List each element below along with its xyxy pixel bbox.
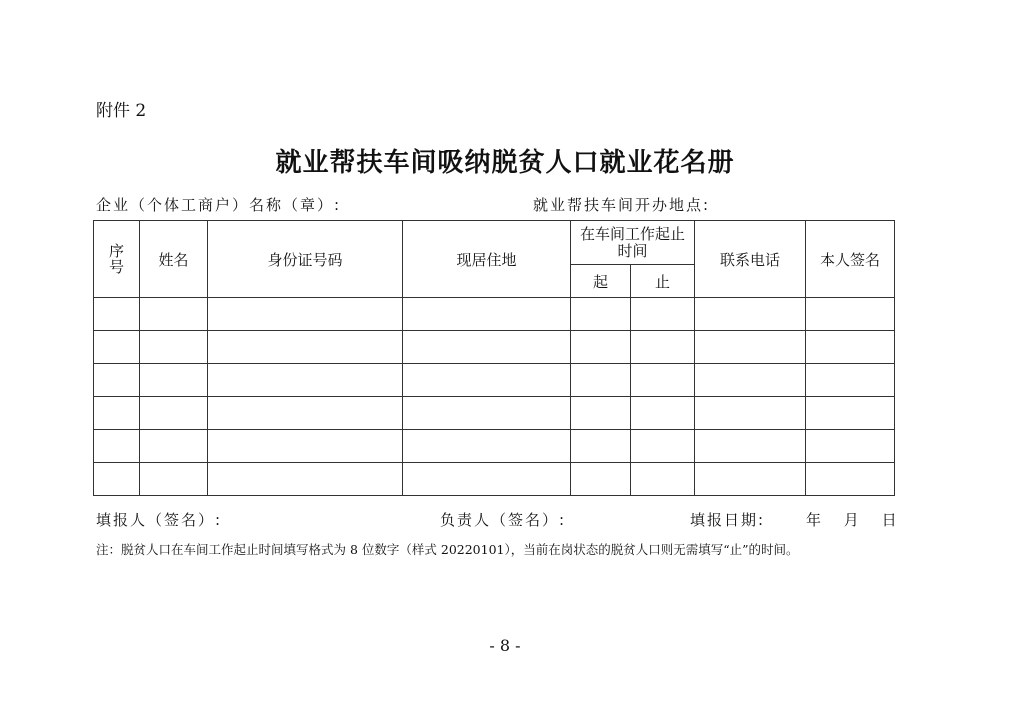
page-number: - 8 - [489, 636, 521, 655]
table-cell[interactable] [571, 364, 631, 397]
month-label: 月 [843, 511, 861, 529]
table-cell[interactable] [94, 364, 140, 397]
table-cell[interactable] [806, 331, 895, 364]
table-cell[interactable] [403, 397, 571, 430]
table-cell[interactable] [208, 397, 403, 430]
header-id-number: 身份证号码 [208, 221, 403, 298]
table-cell[interactable] [806, 364, 895, 397]
table-cell[interactable] [571, 463, 631, 496]
table-cell[interactable] [631, 364, 695, 397]
header-work-period: 在车间工作起止时间 [571, 221, 695, 265]
table-cell[interactable] [695, 331, 806, 364]
table-body [94, 298, 895, 496]
table-cell[interactable] [631, 298, 695, 331]
table-cell[interactable] [94, 331, 140, 364]
header-seq: 序号 [94, 221, 140, 298]
table-cell[interactable] [140, 364, 208, 397]
table-cell[interactable] [806, 298, 895, 331]
table-cell[interactable] [94, 397, 140, 430]
header-address: 现居住地 [403, 221, 571, 298]
header-signature: 本人签名 [806, 221, 895, 298]
table-cell[interactable] [208, 364, 403, 397]
table-cell[interactable] [695, 397, 806, 430]
workshop-location-label: 就业帮扶车间开办地点: [533, 196, 711, 214]
header-start: 起 [571, 265, 631, 298]
table-cell[interactable] [140, 298, 208, 331]
table-cell[interactable] [403, 331, 571, 364]
report-date-label: 填报日期: [690, 511, 766, 529]
table-cell[interactable] [94, 298, 140, 331]
annex-label: 附件 2 [96, 101, 147, 121]
table-cell[interactable] [631, 430, 695, 463]
footnote: 注：脱贫人口在车间工作起止时间填写格式为 8 位数字（样式 20220101），当前在岗状态的脱贫人口则无需填写“止”的时间。 [96, 542, 799, 557]
reporter-signature-label: 填报人（签名）: [96, 511, 223, 529]
table-cell[interactable] [806, 463, 895, 496]
table-cell[interactable] [208, 463, 403, 496]
table-cell[interactable] [695, 364, 806, 397]
table-cell[interactable] [571, 397, 631, 430]
table-cell[interactable] [140, 397, 208, 430]
header-name: 姓名 [140, 221, 208, 298]
table-cell[interactable] [140, 463, 208, 496]
table-cell[interactable] [403, 298, 571, 331]
employment-roster-table [93, 220, 895, 496]
table-cell[interactable] [94, 430, 140, 463]
table-cell[interactable] [94, 463, 140, 496]
table-cell[interactable] [695, 298, 806, 331]
table-cell[interactable] [631, 397, 695, 430]
year-label: 年 [806, 511, 824, 529]
table-cell[interactable] [806, 430, 895, 463]
table-cell[interactable] [403, 463, 571, 496]
table-cell[interactable] [403, 364, 571, 397]
document-title: 就业帮扶车间吸纳脱贫人口就业花名册 [275, 148, 735, 178]
table-row [94, 397, 895, 430]
table-row [94, 430, 895, 463]
day-label: 日 [881, 511, 899, 529]
table-cell[interactable] [571, 298, 631, 331]
table-cell[interactable] [631, 463, 695, 496]
table-cell[interactable] [208, 430, 403, 463]
table-row [94, 463, 895, 496]
table-cell[interactable] [631, 331, 695, 364]
table-row [94, 298, 895, 331]
header-end: 止 [631, 265, 695, 298]
report-date-fields [806, 509, 913, 530]
table-cell[interactable] [571, 331, 631, 364]
table-cell[interactable] [140, 430, 208, 463]
table-header-row [94, 221, 895, 265]
table-cell[interactable] [403, 430, 571, 463]
table-cell[interactable] [208, 298, 403, 331]
table-cell[interactable] [806, 397, 895, 430]
table-row [94, 331, 895, 364]
table-cell[interactable] [208, 331, 403, 364]
table-cell[interactable] [695, 430, 806, 463]
table-row [94, 364, 895, 397]
table-cell[interactable] [695, 463, 806, 496]
header-phone: 联系电话 [695, 221, 806, 298]
enterprise-name-label: 企业（个体工商户）名称（章）: [96, 196, 342, 214]
table-cell[interactable] [571, 430, 631, 463]
responsible-signature-label: 负责人（签名）: [440, 511, 567, 529]
table-cell[interactable] [140, 331, 208, 364]
